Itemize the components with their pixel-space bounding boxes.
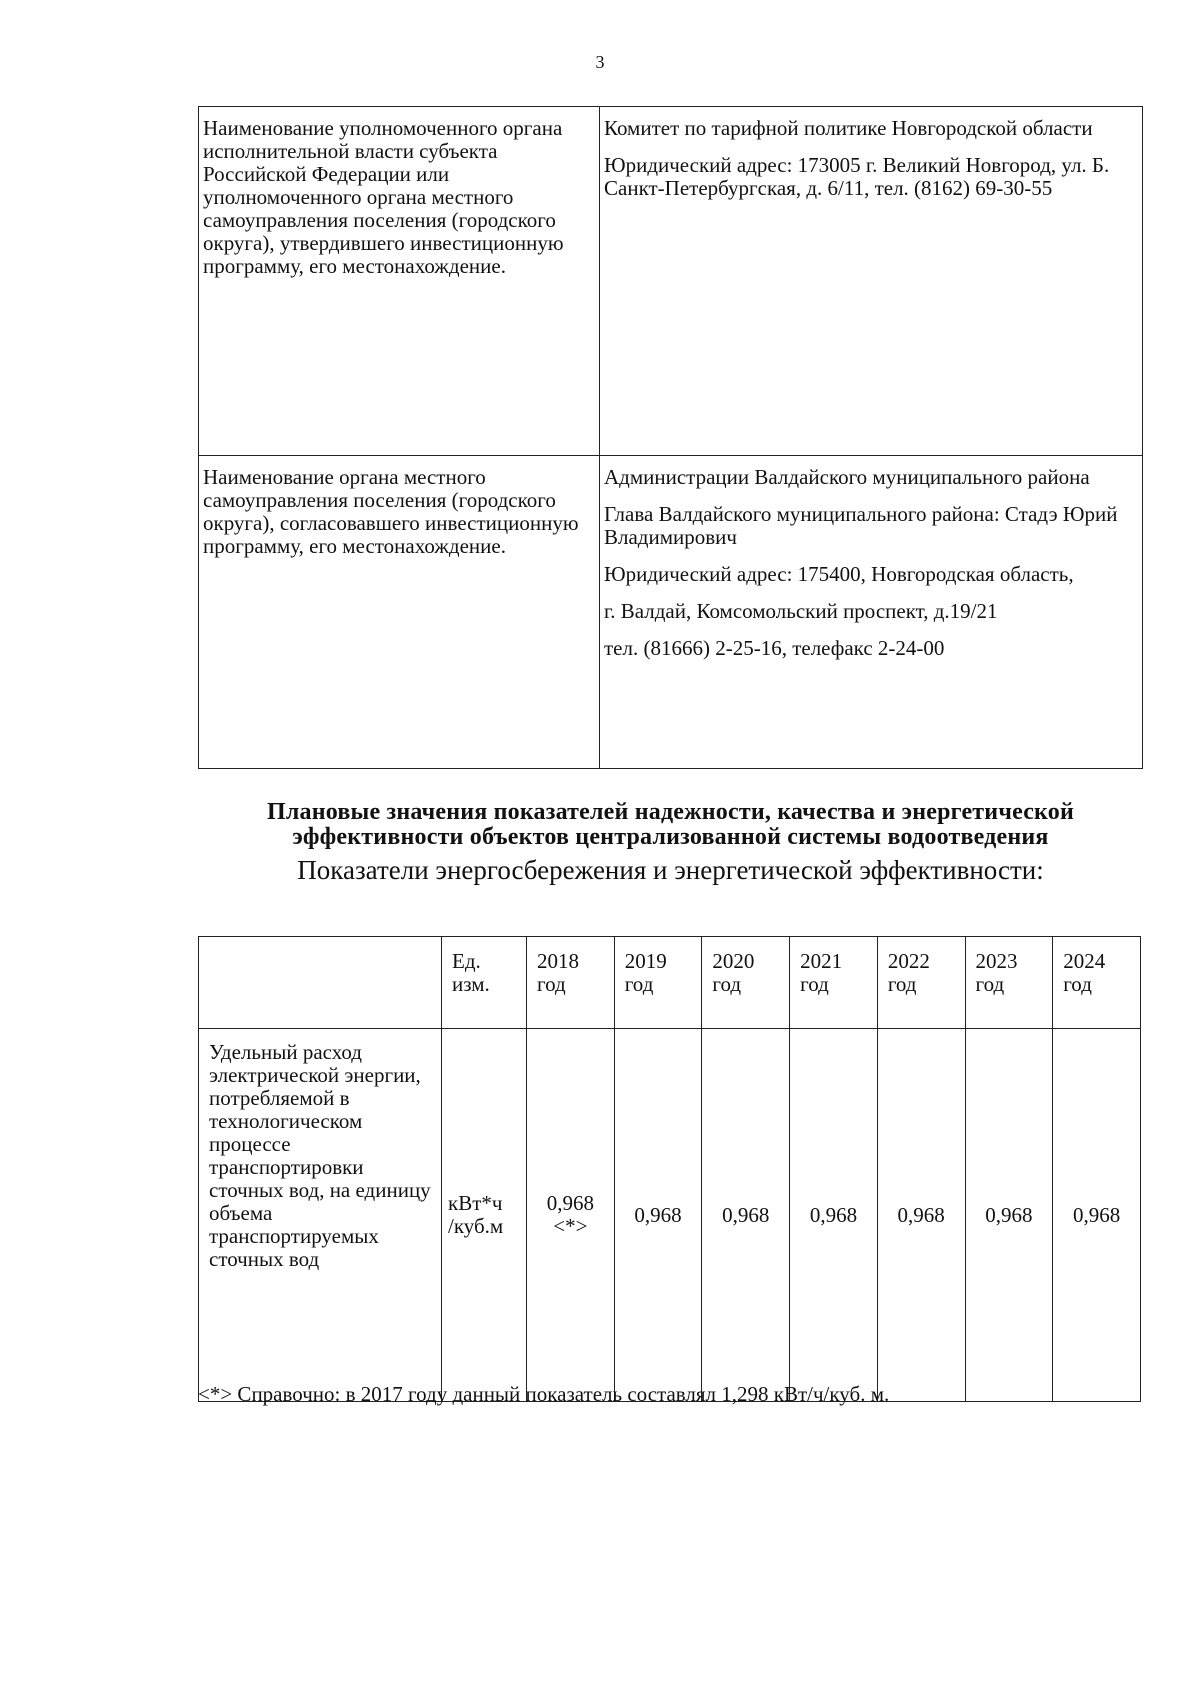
unit-header-cell [442,937,527,1029]
value-text: 0,968 [546,1191,594,1215]
year-word: год [712,972,742,996]
year-number: 2021 [800,949,843,973]
heading-subtitle: Показатели энергосбережения и энергетической эффективности: [297,855,1044,885]
year-header-cell [790,937,878,1029]
row-label: Наименование органа местного самоуправления поселения (городского округа), согласовавшего инвестиционную программу, его местонахождение. [199,456,600,769]
table-row [199,456,1143,769]
indicators-table [198,936,1141,1402]
header-empty-cell [199,937,442,1029]
heading-line-1: Плановые значения показателей надежности, качества и энергетической [266,799,1075,825]
value-cell: 0,968 [877,1029,965,1402]
value-cell: 0,968 [790,1029,878,1402]
value-cell: 0,968 [614,1029,702,1402]
year-word: год [800,972,829,996]
value-cell: 0,968 [702,1029,790,1402]
value-cell [527,1029,615,1402]
row-value [600,107,1143,456]
year-number: 2019 [624,949,667,973]
indicator-name: Удельный расход электрической энергии, потребляемой в технологическом процессе транспортировки сточных вод, на единицу объема транспортируемых сточных вод [199,1029,442,1402]
year-header-cell [877,937,965,1029]
year-number: 2024 [1063,949,1106,973]
row-label: Наименование уполномоченного органа исполнительной власти субъекта Российской Федерации или уполномоченного органа местного самоуправления поселения (городского округа), утвердившего инвестиционную программу, его местонахождение. [199,107,600,456]
year-number: 2023 [975,949,1018,973]
heading-line-2: эффективности объектов централизованной системы водоотведения [292,824,1049,850]
year-word: год [1063,972,1092,996]
unit-line: кВт*ч [448,1191,503,1215]
value-paragraph: Администрации Валдайского муниципального района [604,465,1090,489]
row-value [600,456,1143,769]
value-paragraph: Комитет по тарифной политике Новгородской области [604,116,1093,140]
unit-line: /куб.м [448,1214,504,1238]
year-number: 2020 [712,949,755,973]
value-paragraph: Юридический адрес: 173005 г. Великий Новгород, ул. Б. Санкт-Петербургская, д. 6/11, тел. (8162) 69-30-55 [604,153,1110,200]
indicator-unit [442,1029,527,1402]
year-number: 2018 [537,949,579,973]
year-word: год [975,972,1005,996]
year-header-cell [965,937,1053,1029]
year-number: 2022 [887,949,930,973]
year-header-cell [527,937,615,1029]
value-cell: 0,968 [965,1029,1053,1402]
year-header-cell [614,937,702,1029]
year-word: год [887,972,917,996]
year-header-cell [1053,937,1141,1029]
table-row [199,1029,1141,1402]
unit-header-line: изм. [452,972,490,996]
footnote: <*> Справочно: в 2017 году данный показатель составлял 1,298 кВт/ч/куб. м. [198,1382,890,1406]
year-header-cell [702,937,790,1029]
unit-header-line: Ед. [452,949,481,973]
year-word: год [624,972,654,996]
value-paragraph: Глава Валдайского муниципального района: Стадэ Юрий Владимирович [604,502,1118,549]
value-paragraph: тел. (81666) 2-25-16, телефакс 2-24-00 [604,636,945,660]
section-heading [198,800,1143,886]
year-word: год [537,972,566,996]
organization-info-table [198,106,1143,769]
page-number: 3 [595,52,605,72]
footnote-marker: <*> [553,1214,588,1238]
header-row [199,937,1141,1029]
value-cell: 0,968 [1053,1029,1141,1402]
value-paragraph: Юридический адрес: 175400, Новгородская область, [604,562,1074,586]
value-paragraph: г. Валдай, Комсомольский проспект, д.19/21 [604,599,998,623]
table-row [199,107,1143,456]
